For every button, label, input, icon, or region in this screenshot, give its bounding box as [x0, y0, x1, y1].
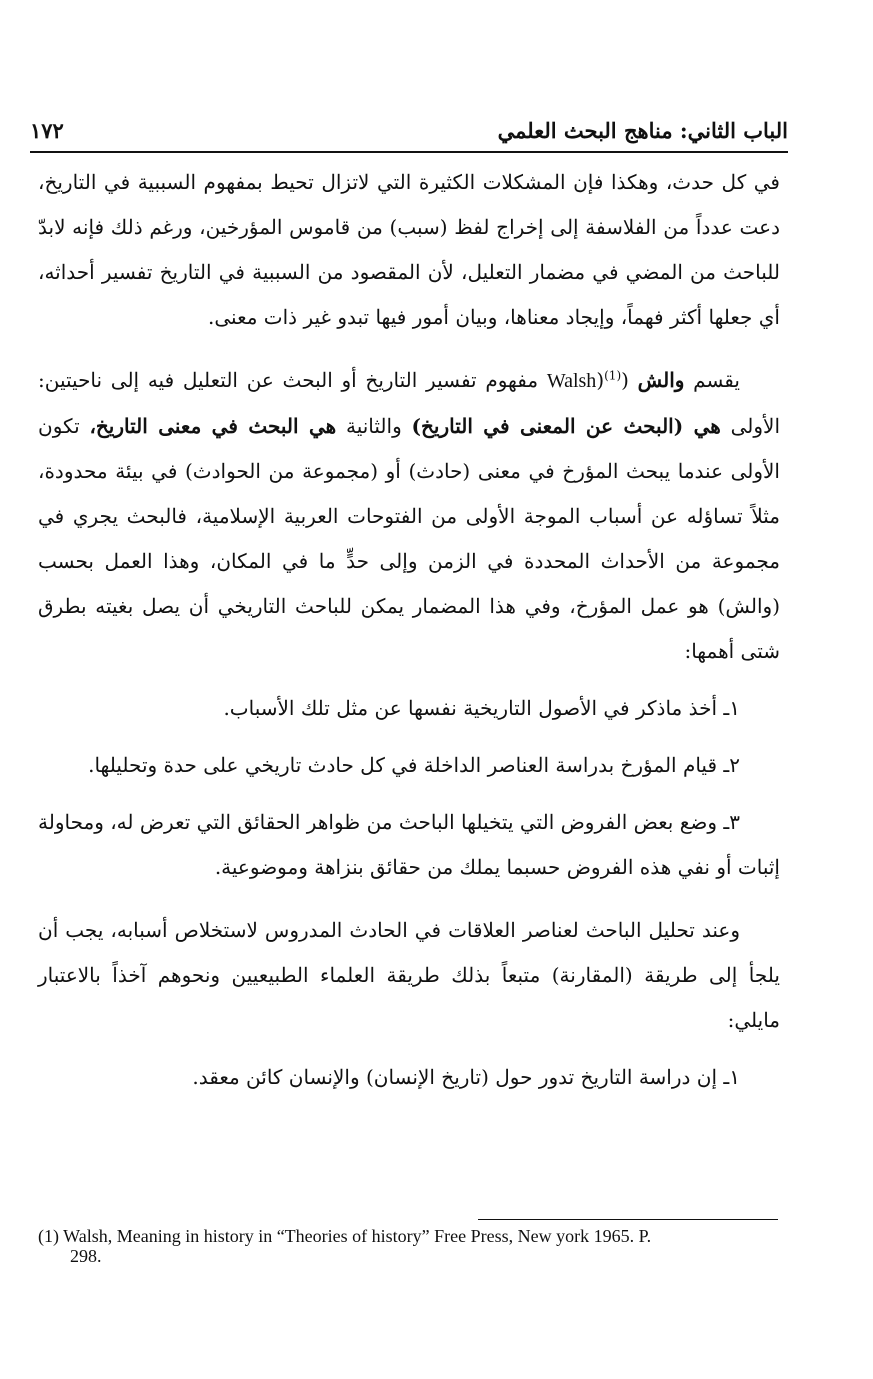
header-rule — [30, 151, 788, 153]
paragraph-3: وعند تحليل الباحث لعناصر العلاقات في الحادث المدروس لاستخلاص أسبابه، يجب أن يلجأ إلى طريقة (المقارنة) متبعاً بذلك طريقة العلماء الطبيعيين ونحوهم آخذاً بالاعتبار مايلي: — [38, 918, 780, 1032]
p2-bold-first: هي (البحث عن المعنى في التاريخ) — [411, 414, 721, 438]
list-item-4: ١ـ إن دراسة التاريخ تدور حول (تاريخ الإنسان) والإنسان كائن معقد. — [192, 1065, 740, 1089]
footnote — [38, 1226, 780, 1266]
paragraph-2 — [38, 358, 780, 674]
p2-bold-second: هي البحث في معنى التاريخ، — [89, 414, 337, 438]
paragraph-1: في كل حدث، وهكذا فإن المشكلات الكثيرة التي لاتزال تحيط بمفهوم السببية في التاريخ، دعت عدداً من الفلاسفة إلى إخراج لفظ (سبب) من قاموس المؤرخين، ورغم ذلك فإنه لابدّ للباحث من المضي في مضمار التعليل، لأن المقصود من السببية في التاريخ تفسير أحداثه، أي جعلها أكثر فهماً، وإيجاد معناها، وبيان أمور فيها تبدو غير ذات معنى. — [38, 170, 780, 329]
p2-text-e: مفهوم تفسير التاريخ أو البحث عن التعليل فيه إلى ناحيتين: الأولى — [38, 368, 780, 438]
p2-bold-walsh: والش — [637, 368, 685, 392]
page-header — [30, 112, 788, 152]
footnote-line-1: (1) Walsh, Meaning in history in “Theories of history” Free Press, New york 1965. P. — [38, 1226, 652, 1246]
footnote-ref: (1) — [604, 368, 622, 383]
list-item-3: ٣ـ وضع بعض الفروض التي يتخيلها الباحث من ظواهر الحقائق التي تعرض له، ومحاولة إثبات أو نفي هذه الفروض حسبما يملك من حقائق بنزاهة وموضوعية. — [38, 810, 780, 879]
footnote-rule — [478, 1219, 778, 1220]
p2-text-a: يقسم — [684, 368, 740, 392]
p2-text-d: ) — [596, 368, 605, 392]
list-item-1: ١ـ أخذ ماذكر في الأصول التاريخية نفسها عن مثل تلك الأسباب. — [223, 696, 740, 720]
footnote-line-2: 298. — [70, 1246, 102, 1266]
page-number: ١٧٢ — [30, 118, 64, 143]
p2-latin-walsh: Walsh — [546, 370, 597, 392]
p2-text-g: والثانية — [336, 414, 412, 438]
list-item-2: ٢ـ قيام المؤرخ بدراسة العناصر الداخلة في كل حادث تاريخي على حدة وتحليلها. — [88, 753, 740, 777]
chapter-title: الباب الثاني: مناهج البحث العلمي — [497, 118, 788, 143]
p2-text-i: تكون الأولى عندما يبحث المؤرخ في معنى (حادث) أو (مجموعة من الحوادث) في بيئة محدودة، مثلاً تساؤله عن أسباب الموجة الأولى من الفتوحات العربية الإسلامية، فالبحث يجري في مجموعة من الأحداث المحددة في الزمن وإلى حدٍّ ما في المكان، وهذا العمل بحسب (والش) هو عمل المؤرخ، وفي هذا المضمار يمكن للباحث التاريخي أن يصل بغيته بطرق شتى أهمها: — [38, 414, 781, 663]
p2-text-c: ( — [621, 368, 638, 392]
page-body — [38, 160, 780, 1100]
